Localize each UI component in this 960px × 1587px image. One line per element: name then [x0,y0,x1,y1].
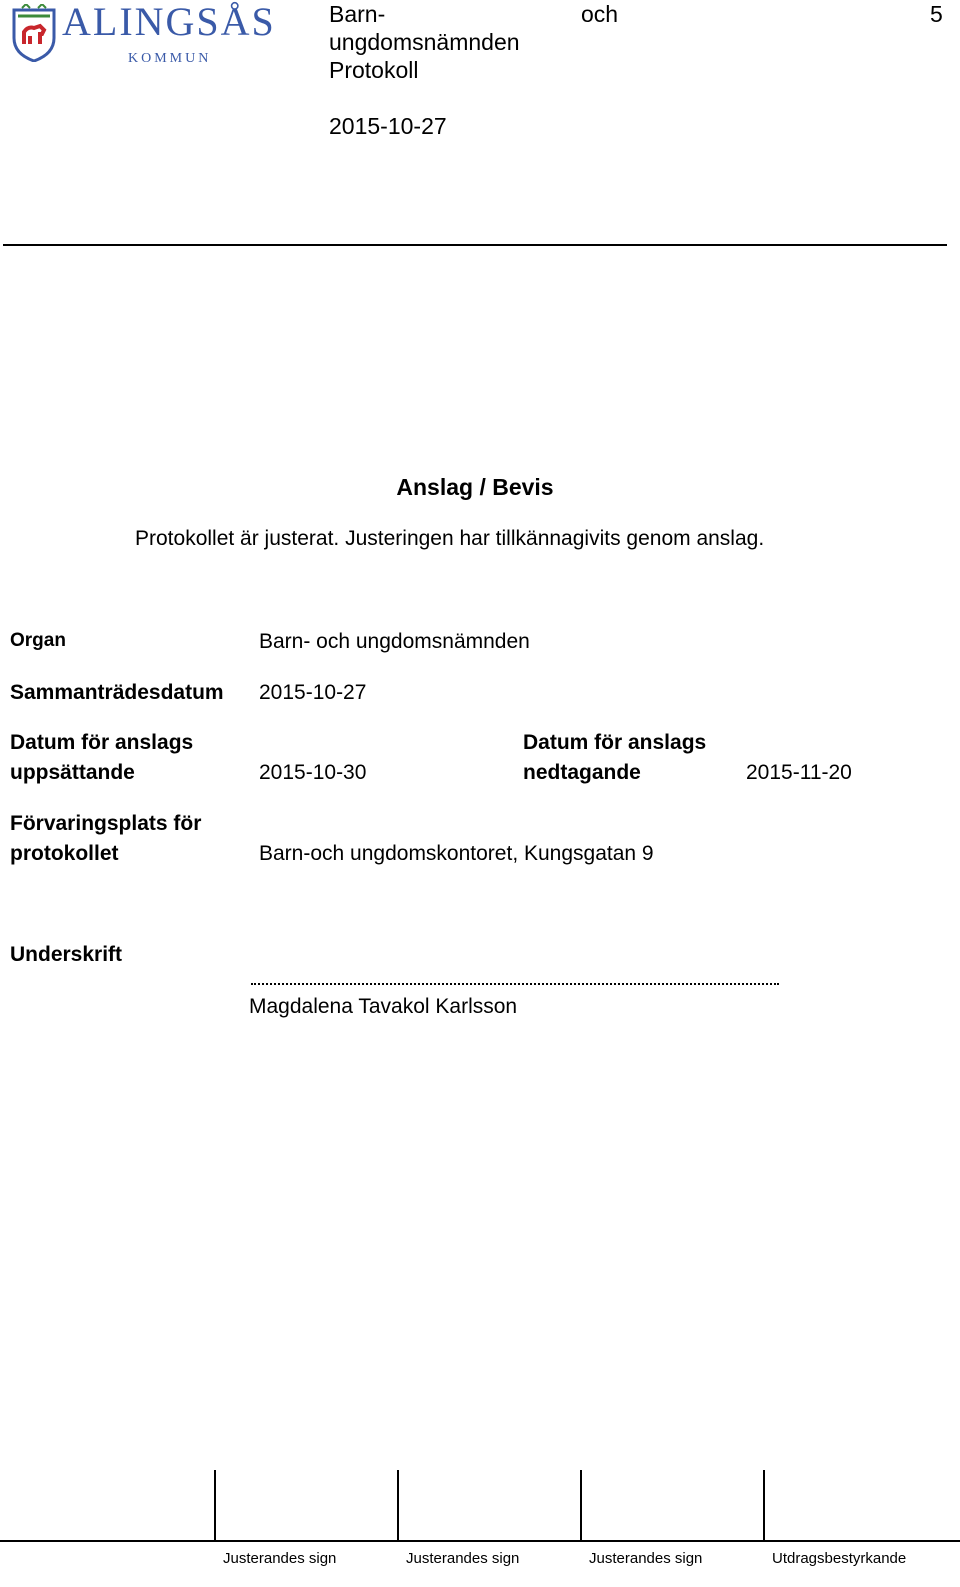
notice-intro: Protokollet är justerat. Justeringen har tillkännagivits genom anslag. [135,527,765,550]
title-conjunction: och [581,1,619,27]
removal-date-value: 2015-11-20 [746,761,852,784]
storage-label [10,809,201,869]
footer-divider [214,1470,216,1542]
title-line: ungdomsnämnden [329,29,520,55]
label-line: Förvaringsplats för [10,812,202,835]
meeting-date-label: Sammanträdesdatum [10,681,224,704]
footer-sign-box: Justerandes sign [406,1550,520,1567]
signatory-name: Magdalena Tavakol Karlsson [249,995,518,1018]
posting-date-label [10,728,193,788]
label-line: nedtagande [523,761,641,784]
logo-wordmark: ALINGSÅS [62,0,276,44]
organ-label: Organ [10,630,66,651]
footer-certification-box: Utdragsbestyrkande [772,1550,907,1567]
footer-divider [580,1470,582,1542]
document-date: 2015-10-27 [329,113,447,139]
coat-of-arms-icon [10,4,58,62]
footer-sign-box: Justerandes sign [223,1550,337,1567]
header-divider [3,244,947,246]
label-line: Datum för anslags [523,731,707,754]
municipality-logo [10,0,285,66]
footer-divider [397,1470,399,1542]
title-line: Protokoll [329,57,419,83]
notice-heading: Anslag / Bevis [396,474,554,500]
signature-line [251,983,779,985]
organ-value: Barn- och ungdomsnämnden [259,630,530,653]
meeting-date-value: 2015-10-27 [259,681,367,704]
document-title [329,0,520,84]
label-line: protokollet [10,842,119,865]
title-line: Barn- [329,1,386,27]
storage-value: Barn-och ungdomskontoret, Kungsgatan 9 [259,842,654,865]
posting-date-value: 2015-10-30 [259,761,367,784]
footer-rule [0,1540,960,1542]
signature-label: Underskrift [10,943,123,966]
label-line: Datum för anslags [10,731,194,754]
footer-divider [763,1470,765,1542]
logo-subtext: KOMMUN [128,51,212,66]
footer-sign-box: Justerandes sign [589,1550,703,1567]
label-line: uppsättande [10,761,135,784]
removal-date-label [523,728,706,788]
page-number: 5 [930,1,943,27]
